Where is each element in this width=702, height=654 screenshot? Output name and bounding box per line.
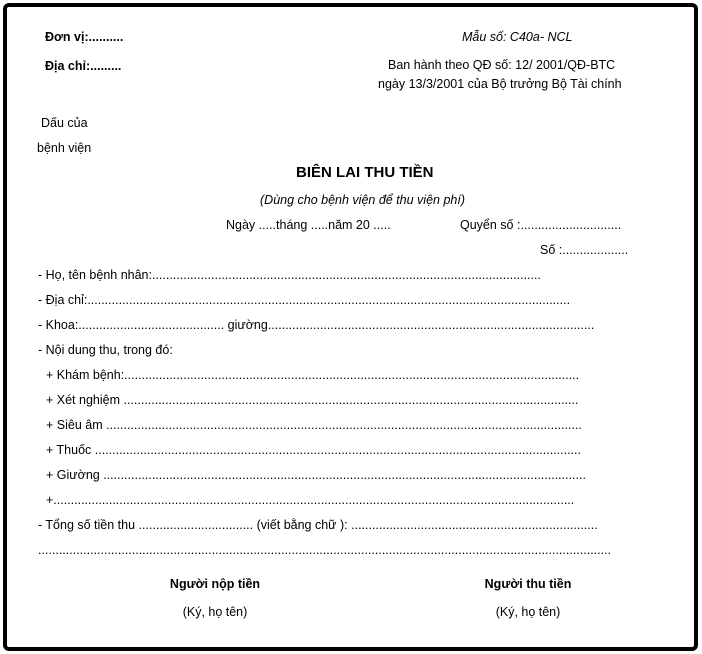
examination-fee-field: + Khám bệnh:................................................................................................................................... bbox=[46, 368, 580, 382]
issued-decision: Ban hành theo QĐ số: 12/ 2001/QĐ-BTC bbox=[388, 58, 616, 72]
bed-fee-field: + Giường ........................................................................................................................................... bbox=[46, 468, 586, 482]
book-number: Quyển số :............................. bbox=[460, 218, 622, 232]
ultrasound-fee-field: + Siêu âm ......................................................................................................................................... bbox=[46, 418, 582, 432]
lab-test-fee-field: + Xét nghiệm ................................................................................................................................... bbox=[46, 393, 579, 407]
date-line: Ngày .....tháng .....năm 20 ..... bbox=[226, 218, 391, 232]
issued-date: ngày 13/3/2001 của Bộ trưởng Bộ Tài chính bbox=[378, 77, 622, 91]
receipt-number: Số :................... bbox=[540, 243, 629, 257]
payment-content-label: - Nội dung thu, trong đó: bbox=[38, 343, 173, 357]
total-amount-field: - Tổng số tiền thu ................................. (viết bằng chữ ): ....................................................................... bbox=[38, 518, 598, 532]
stamp-label-line2: bệnh viện bbox=[37, 141, 92, 155]
other-fee-field: +...................................................................................................................................................... bbox=[46, 493, 575, 507]
unit-label: Đơn vị:.......... bbox=[45, 30, 124, 44]
department-bed-field: - Khoa:.......................................... giường.............................................................................................. bbox=[38, 318, 595, 332]
total-amount-words-line: ..................................................................................................................................................................... bbox=[38, 543, 612, 557]
address-label: Địa chỉ:......... bbox=[45, 59, 122, 73]
collector-signature-note: (Ký, họ tên) bbox=[495, 605, 561, 619]
stamp-label-line1: Dấu của bbox=[41, 116, 88, 130]
medicine-fee-field: + Thuốc ............................................................................................................................................ bbox=[46, 443, 581, 457]
patient-address-field: - Địa chỉ:........................................................................................................................................... bbox=[38, 293, 571, 307]
patient-name-field: - Họ, tên bệnh nhân:................................................................................................................ bbox=[38, 268, 541, 282]
page-title: BIÊN LAI THU TIỀN bbox=[296, 164, 434, 181]
collector-signature-title: Người thu tiền bbox=[484, 577, 572, 591]
payer-signature-title: Người nộp tiền bbox=[169, 577, 261, 591]
form-code: Mẫu số: C40a- NCL bbox=[462, 30, 573, 44]
page-subtitle: (Dùng cho bệnh viện để thu viện phí) bbox=[260, 193, 465, 207]
payer-signature-note: (Ký, họ tên) bbox=[182, 605, 248, 619]
